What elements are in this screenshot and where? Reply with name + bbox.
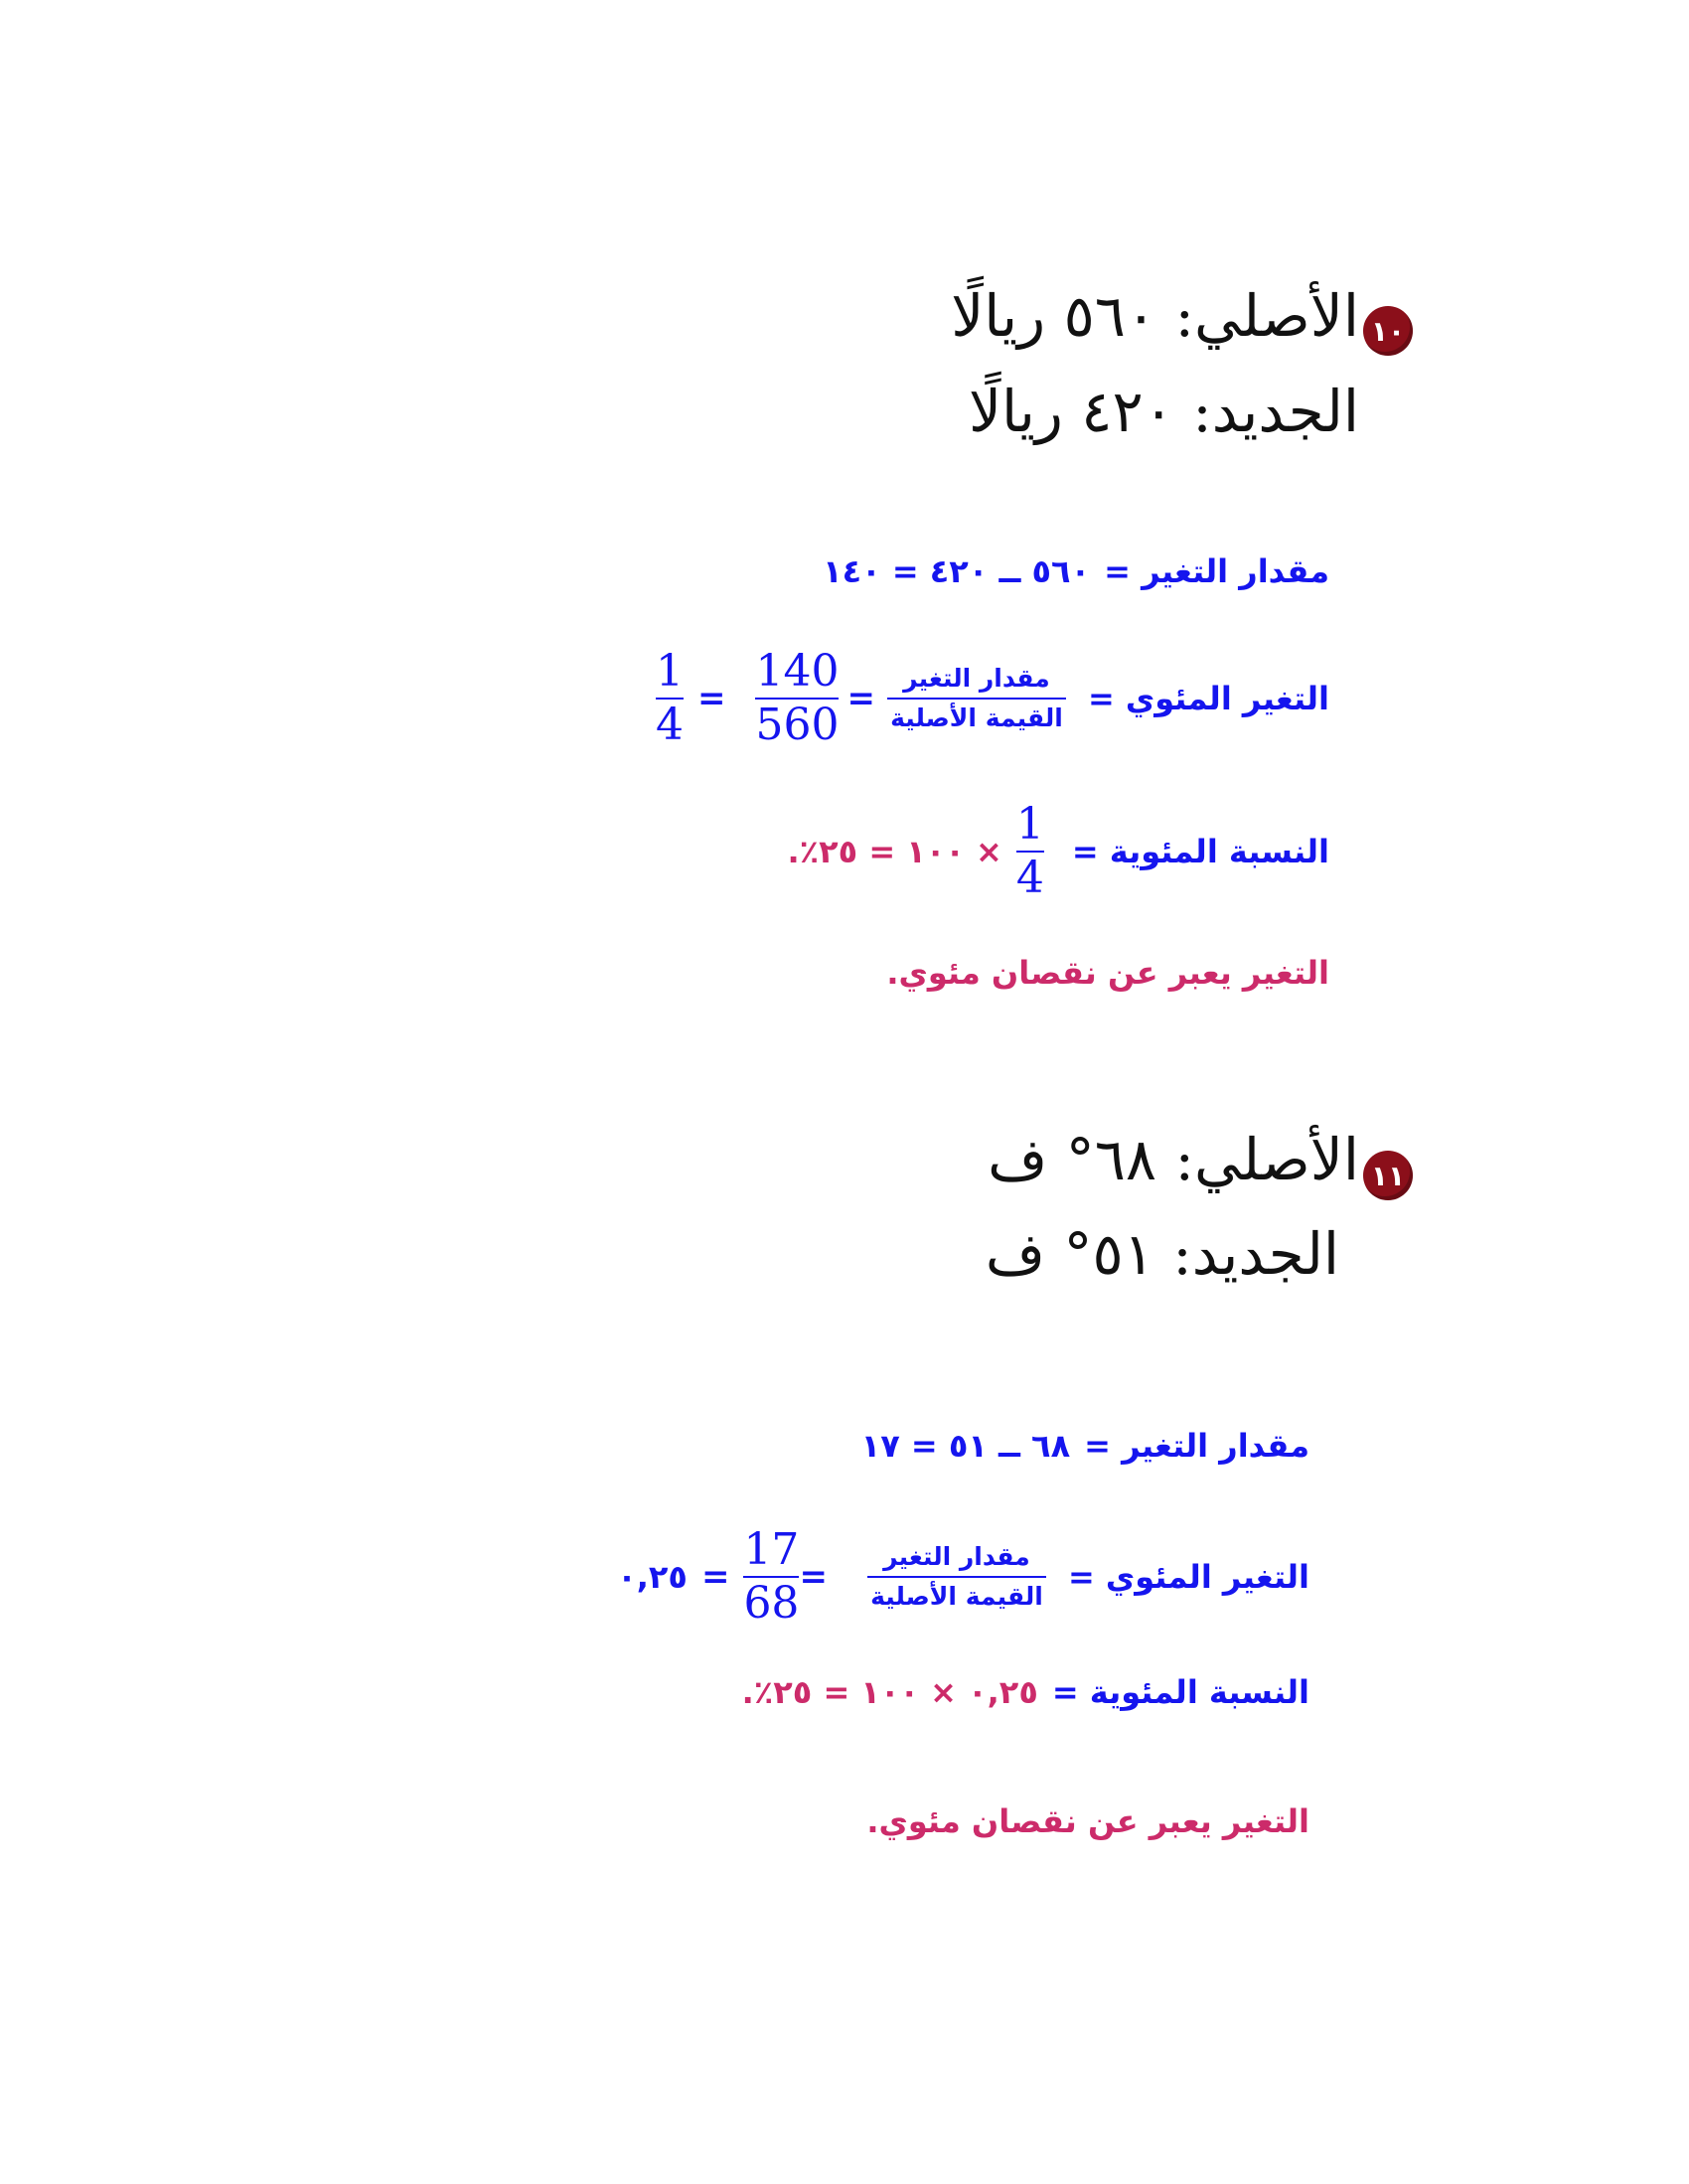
percent-label: النسبة المئوية =: [1051, 1673, 1309, 1711]
problem-11-percent-row: [742, 1673, 1309, 1711]
problem-10-original-value: الأصلي: ٥٦٠ ريالًا: [951, 282, 1359, 350]
problem-11-conclusion: التغير يعبر عن نقصان مئوي.: [866, 1802, 1309, 1840]
percent-fraction-numerator: 1: [1015, 799, 1044, 850]
problem-10-percent-row: [787, 799, 1329, 903]
problem-10-new-value: الجديد: ٤٢٠ ريالًا: [968, 378, 1359, 445]
result-denominator: 4: [655, 700, 684, 750]
amount-label: مقدار التغير =: [1084, 1427, 1309, 1465]
word-denominator: القيمة الأصلية: [870, 1582, 1043, 1611]
amount-expression: ٥٦٠ ــ ٤٢٠ = ١٤٠: [823, 552, 1091, 590]
fraction-numerator: 140: [755, 646, 840, 697]
problem-11-new-value: الجديد: ٥١° ف: [985, 1220, 1339, 1288]
fraction-denominator: 68: [743, 1578, 800, 1629]
percent-expression: × ١٠٠ = ٢٥٪.: [787, 833, 1002, 870]
problem-11-number-badge: [1363, 1151, 1413, 1200]
problem-10-percent-change-row: [655, 646, 1329, 750]
problem-11-number: ١١: [1370, 1159, 1406, 1192]
percent-change-label: التغير المئوي =: [1067, 1558, 1309, 1596]
decimal-result: ٠,٢٥: [617, 1558, 688, 1596]
word-denominator: القيمة الأصلية: [890, 703, 1063, 732]
percent-fraction-denominator: 4: [1015, 853, 1044, 903]
word-numerator: مقدار التغير: [883, 1541, 1030, 1571]
word-numerator: مقدار التغير: [903, 663, 1050, 693]
equals-sign: =: [700, 1557, 730, 1597]
problem-10-amount-of-change: [823, 552, 1329, 590]
problem-11-percent-change-row: [617, 1524, 1309, 1629]
problem-10-number-badge: [1363, 306, 1413, 356]
problem-10-number: ١٠: [1370, 314, 1406, 348]
problem-10-conclusion: التغير يعبر عن نقصان مئوي.: [886, 954, 1329, 992]
amount-expression: ٦٨ ــ ٥١ = ١٧: [860, 1427, 1071, 1465]
result-fraction: [655, 646, 684, 750]
word-fraction: [867, 1541, 1046, 1611]
percent-fraction: [1015, 799, 1044, 903]
numeric-fraction: [743, 1524, 800, 1629]
amount-label: مقدار التغير =: [1104, 552, 1329, 590]
problem-11-original-value: الأصلي: ٦٨° ف: [988, 1126, 1359, 1193]
fraction-denominator: 560: [755, 700, 840, 750]
word-fraction: [887, 663, 1066, 732]
numeric-fraction: [755, 646, 840, 750]
fraction-numerator: 17: [743, 1524, 800, 1575]
equals-sign: =: [799, 1557, 828, 1597]
problem-11-amount-of-change: [861, 1427, 1309, 1465]
percent-label: النسبة المئوية =: [1071, 833, 1329, 870]
percent-expression: ٠,٢٥ × ١٠٠ = ٢٥٪.: [741, 1673, 1038, 1711]
equals-sign: =: [846, 679, 875, 718]
percent-change-label: التغير المئوي =: [1087, 680, 1329, 717]
result-numerator: 1: [655, 646, 684, 697]
equals-sign: =: [696, 679, 726, 718]
